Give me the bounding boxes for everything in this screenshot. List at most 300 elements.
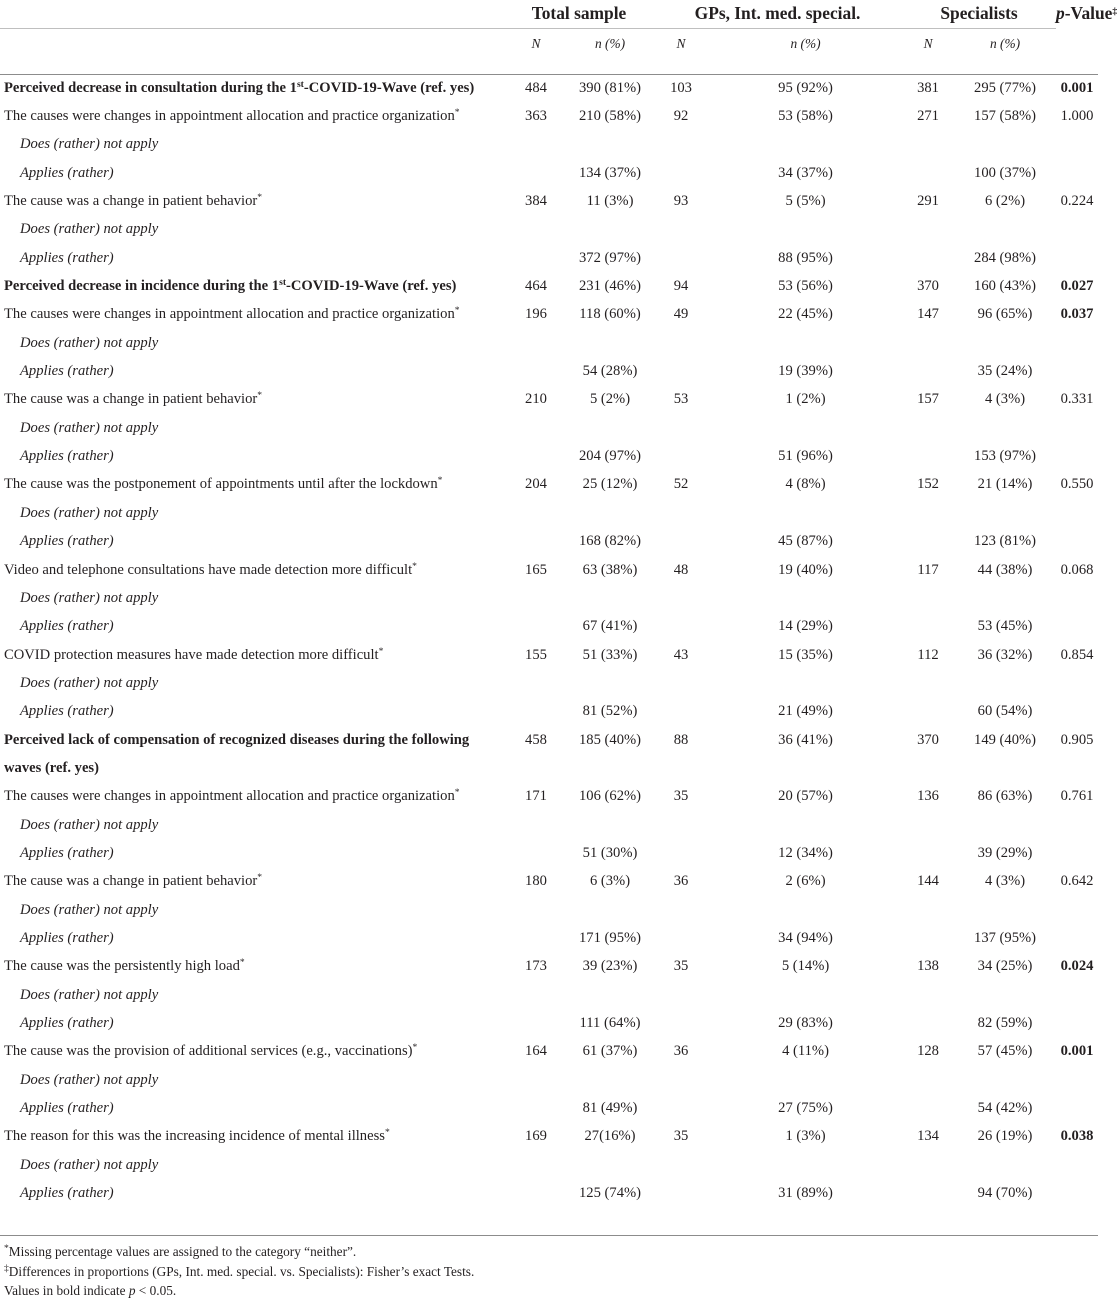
gps-applies: 14 (29%): [778, 618, 833, 635]
spec-N: 117: [917, 561, 939, 578]
row-label-end: -COVID-19-Wave (ref. yes): [303, 79, 475, 96]
row-label: [0, 953, 505, 981]
empty-cell: [505, 613, 567, 641]
gps-N: 35: [673, 1128, 689, 1145]
empty-cell: [653, 924, 709, 952]
empty-cell: [567, 669, 653, 697]
table-row: [0, 1123, 1098, 1151]
empty-cell: [954, 499, 1056, 527]
empty-cell: [653, 244, 709, 272]
empty-cell: [902, 584, 954, 612]
gps-n-pct: 5 (14%): [781, 958, 830, 975]
empty-cell: [902, 244, 954, 272]
spec-n-pct: 157 (58%): [974, 108, 1037, 125]
empty-cell: [709, 414, 902, 442]
empty-cell: [709, 131, 902, 159]
gps-applies: 34 (37%): [778, 164, 833, 181]
total-applies: 171 (95%): [579, 929, 642, 946]
spec-N: 157: [917, 391, 939, 408]
row-label-mark: *: [239, 957, 245, 969]
row-sublabel-not-apply: Does (rather) not apply: [20, 504, 159, 521]
empty-cell: [1056, 1179, 1098, 1207]
total-n-pct: 118 (60%): [579, 306, 641, 323]
gps-n-pct: 5 (5%): [785, 193, 826, 210]
total-n-pct: 106 (62%): [579, 788, 642, 805]
gps-N: 88: [673, 731, 689, 748]
empty-cell: [1056, 131, 1098, 159]
gps-n-pct: 19 (40%): [778, 561, 833, 578]
spec-n-pct: 36 (32%): [977, 646, 1033, 663]
gps-applies: 21 (49%): [778, 703, 833, 720]
table-header: [0, 0, 1117, 74]
row-sublabel-not-apply: Does (rather) not apply: [20, 221, 159, 238]
empty-cell: [567, 499, 653, 527]
empty-cell: [653, 811, 709, 839]
empty-cell: [709, 981, 902, 1009]
p-value: 0.038: [1060, 1128, 1094, 1145]
empty-cell: [567, 811, 653, 839]
sub-n-pct: n (%): [709, 28, 902, 74]
empty-cell: [567, 584, 653, 612]
empty-cell: [1056, 216, 1098, 244]
row-label-mark: *: [412, 1042, 418, 1054]
total-N: 165: [525, 561, 547, 578]
empty-cell: [1056, 811, 1098, 839]
empty-cell: [505, 981, 567, 1009]
empty-cell: [902, 924, 954, 952]
empty-cell: [1056, 924, 1098, 952]
gps-N: 53: [673, 391, 689, 408]
spec-applies: 123 (81%): [974, 533, 1037, 550]
empty-cell: [1056, 414, 1098, 442]
row-sublabel-not-apply: Does (rather) not apply: [20, 1156, 159, 1173]
table-row-not-apply: [0, 896, 1098, 924]
row-label: [0, 556, 505, 584]
spec-N: 381: [917, 79, 939, 96]
row-label-text: The cause was the provision of additional services (e.g., vaccinations): [4, 1043, 413, 1060]
spec-n-pct: 4 (3%): [984, 391, 1026, 408]
total-N: 196: [525, 306, 547, 323]
gps-n-pct: 36 (41%): [778, 731, 833, 748]
total-applies: 134 (37%): [579, 164, 642, 181]
spec-n-pct: 86 (63%): [977, 788, 1033, 805]
row-sublabel-not-apply: Does (rather) not apply: [20, 419, 159, 436]
total-N: 180: [525, 873, 547, 890]
spec-applies: 54 (42%): [977, 1100, 1033, 1117]
row-label-mark: *: [412, 560, 417, 572]
p-value-word: -Value: [1064, 3, 1113, 23]
note-fisher: [4, 1262, 474, 1282]
p-value: 0.001: [1060, 1043, 1094, 1060]
header-blank: [0, 0, 505, 28]
empty-cell: [505, 1151, 567, 1179]
header-group-row: [0, 0, 1098, 28]
total-applies: 204 (97%): [579, 448, 642, 465]
total-N: 363: [525, 108, 547, 125]
p-value: 0.550: [1060, 476, 1094, 493]
gps-N: 35: [673, 788, 689, 805]
row-label: [0, 1123, 505, 1151]
empty-cell: [902, 357, 954, 385]
empty-cell: [954, 811, 1056, 839]
empty-cell: [709, 329, 902, 357]
row-sublabel-not-apply: Does (rather) not apply: [20, 1071, 159, 1088]
p-value: 0.224: [1060, 193, 1094, 210]
p-value: 0.037: [1060, 306, 1094, 323]
table-row-not-apply: [0, 131, 1098, 159]
empty-cell: [954, 329, 1056, 357]
empty-cell: [954, 584, 1056, 612]
table-row-not-apply: [0, 669, 1098, 697]
spec-n-pct: 4 (3%): [984, 873, 1026, 890]
header-sub-blank: [0, 28, 505, 74]
empty-cell: [505, 698, 567, 726]
row-label-text: The reason for this was the increasing incidence of mental illness: [4, 1128, 385, 1145]
row-sublabel-applies: Applies (rather): [20, 164, 114, 181]
row-label: [0, 102, 505, 130]
empty-cell: [505, 528, 567, 556]
table-section-row: [0, 272, 1098, 300]
empty-cell: [1056, 613, 1098, 641]
empty-cell: [653, 1066, 709, 1094]
note-missing-text: Missing percentage values are assigned to the category “neither”.: [8, 1244, 357, 1259]
empty-cell: [653, 329, 709, 357]
table-row-applies: [0, 924, 1098, 952]
spec-N: 144: [917, 873, 939, 890]
sub-N: N: [653, 28, 709, 74]
spec-N: 128: [917, 1043, 939, 1060]
row-sublabel-applies: Applies (rather): [20, 533, 114, 550]
spec-N: 370: [917, 278, 939, 295]
row-label: [0, 386, 505, 414]
empty-cell: [505, 244, 567, 272]
gps-n-pct: 20 (57%): [778, 788, 833, 805]
gps-n-pct: 4 (8%): [785, 476, 826, 493]
table-row-not-apply: [0, 499, 1098, 527]
total-applies: 81 (49%): [582, 1100, 638, 1117]
empty-cell: [902, 896, 954, 924]
empty-cell: [1056, 896, 1098, 924]
empty-cell: [505, 1179, 567, 1207]
row-label-text: The causes were changes in appointment allocation and practice organization: [4, 788, 455, 805]
gps-n-pct: 1 (2%): [785, 391, 826, 408]
row-label-end: -COVID-19-Wave (ref. yes): [286, 278, 457, 295]
p-value: 0.905: [1060, 731, 1094, 748]
row-label-text: The causes were changes in appointment allocation and practice organization: [4, 306, 455, 323]
sub-p-blank: [1056, 28, 1098, 74]
row-sublabel-not-apply: Does (rather) not apply: [20, 901, 159, 918]
p-value: 0.642: [1060, 873, 1094, 890]
empty-cell: [505, 839, 567, 867]
table-row-applies: [0, 613, 1098, 641]
row-label-text: The cause was the persistently high load: [4, 958, 240, 975]
table-row-applies: [0, 442, 1098, 470]
total-applies: 372 (97%): [579, 249, 642, 266]
gps-applies: 27 (75%): [778, 1100, 833, 1117]
empty-cell: [653, 1009, 709, 1037]
gps-applies: 45 (87%): [778, 533, 833, 550]
row-sublabel-applies: Applies (rather): [20, 1100, 114, 1117]
spec-applies: 153 (97%): [974, 448, 1037, 465]
total-n-pct: 63 (38%): [582, 561, 638, 578]
total-n-pct: 390 (81%): [579, 79, 642, 96]
empty-cell: [1056, 1066, 1098, 1094]
table-row-not-apply: [0, 1066, 1098, 1094]
gps-applies: 34 (94%): [778, 929, 833, 946]
total-N: 169: [525, 1128, 547, 1145]
empty-cell: [653, 839, 709, 867]
table-row-applies: [0, 698, 1098, 726]
table-row-applies: [0, 839, 1098, 867]
p-value-mark: ‡: [1112, 6, 1117, 17]
empty-cell: [653, 1094, 709, 1122]
empty-cell: [567, 1151, 653, 1179]
table-row: [0, 1038, 1098, 1066]
empty-cell: [653, 442, 709, 470]
empty-cell: [954, 414, 1056, 442]
row-sublabel-applies: Applies (rather): [20, 703, 114, 720]
table-row-applies: [0, 244, 1098, 272]
table-row: [0, 953, 1098, 981]
empty-cell: [709, 811, 902, 839]
empty-cell: [653, 669, 709, 697]
gps-N: 35: [673, 958, 689, 975]
header-sub-row: [0, 28, 1098, 74]
empty-cell: [902, 499, 954, 527]
empty-cell: [954, 216, 1056, 244]
empty-cell: [505, 357, 567, 385]
p-value: 0.027: [1060, 278, 1094, 295]
table-row-applies: [0, 159, 1098, 187]
total-applies: 54 (28%): [582, 363, 638, 380]
gps-N: 36: [673, 873, 689, 890]
row-label-superscript: st: [279, 277, 287, 289]
row-label-text: Video and telephone consultations have made detection more difficult: [4, 561, 413, 578]
spec-N: 152: [917, 476, 939, 493]
gps-n-pct: 53 (56%): [778, 278, 833, 295]
empty-cell: [1056, 159, 1098, 187]
empty-cell: [902, 1094, 954, 1122]
empty-cell: [954, 981, 1056, 1009]
empty-cell: [954, 131, 1056, 159]
total-n-pct: 5 (2%): [589, 391, 631, 408]
table-row: [0, 641, 1098, 669]
empty-cell: [902, 442, 954, 470]
total-N: 164: [525, 1043, 547, 1060]
empty-cell: [1056, 244, 1098, 272]
spec-N: 134: [917, 1128, 939, 1145]
p-value: 0.068: [1060, 561, 1094, 578]
spec-N: 138: [917, 958, 939, 975]
empty-cell: [653, 159, 709, 187]
p-letter: p: [1056, 3, 1065, 23]
table-row-not-apply: [0, 216, 1098, 244]
row-label-mark: *: [378, 645, 384, 657]
empty-cell: [653, 414, 709, 442]
row-label: [0, 301, 505, 329]
table-row-applies: [0, 1179, 1098, 1207]
empty-cell: [505, 811, 567, 839]
total-n-pct: 51 (33%): [582, 646, 638, 663]
empty-cell: [954, 896, 1056, 924]
empty-cell: [902, 216, 954, 244]
spec-N: 271: [917, 108, 939, 125]
spec-n-pct: 295 (77%): [974, 79, 1037, 96]
note-bold-post: < 0.05.: [135, 1283, 177, 1298]
gps-n-pct: 95 (92%): [778, 79, 833, 96]
table-row-applies: [0, 1094, 1098, 1122]
header-gps: GPs, Int. med. special.: [694, 3, 861, 23]
row-sublabel-not-apply: Does (rather) not apply: [20, 674, 159, 691]
total-N: 458: [525, 731, 547, 748]
empty-cell: [709, 669, 902, 697]
table-notes: [4, 1242, 474, 1301]
row-sublabel-applies: Applies (rather): [20, 448, 114, 465]
row-label-mark: *: [454, 305, 460, 317]
note-bold-p: p: [128, 1283, 136, 1298]
spec-N: 370: [917, 731, 939, 748]
empty-cell: [653, 528, 709, 556]
table-row-not-apply: [0, 584, 1098, 612]
empty-cell: [1056, 357, 1098, 385]
empty-cell: [902, 1009, 954, 1037]
empty-cell: [902, 1066, 954, 1094]
empty-cell: [1056, 528, 1098, 556]
header-specialists: Specialists: [940, 3, 1018, 23]
empty-cell: [902, 698, 954, 726]
empty-cell: [1056, 442, 1098, 470]
row-label-text: Perceived lack of compensation of recognized diseases during the following waves (ref. yes): [4, 731, 470, 777]
table-row: [0, 187, 1098, 215]
table-row-not-apply: [0, 1151, 1098, 1179]
spec-applies: 53 (45%): [977, 618, 1033, 635]
empty-cell: [505, 159, 567, 187]
gps-n-pct: 4 (11%): [782, 1043, 829, 1060]
table-row-not-apply: [0, 981, 1098, 1009]
gps-n-pct: 1 (3%): [785, 1128, 826, 1145]
header-p-value: [1056, 0, 1117, 28]
total-n-pct: 210 (58%): [579, 108, 642, 125]
gps-n-pct: 53 (58%): [778, 108, 833, 125]
table-section-row: [0, 74, 1098, 102]
empty-cell: [902, 669, 954, 697]
empty-cell: [653, 131, 709, 159]
row-sublabel-not-apply: Does (rather) not apply: [20, 816, 159, 833]
empty-cell: [1056, 669, 1098, 697]
total-n-pct: 25 (12%): [582, 476, 638, 493]
gps-N: 36: [673, 1043, 689, 1060]
row-sublabel-applies: Applies (rather): [20, 1185, 114, 1202]
row-label: [0, 74, 505, 102]
spec-N: 136: [917, 788, 939, 805]
spec-n-pct: 34 (25%): [977, 958, 1033, 975]
gps-n-pct: 15 (35%): [778, 646, 833, 663]
gps-N: 43: [673, 646, 689, 663]
empty-cell: [1056, 839, 1098, 867]
total-applies: 111 (64%): [579, 1015, 641, 1032]
empty-cell: [567, 216, 653, 244]
empty-cell: [653, 216, 709, 244]
empty-cell: [505, 1094, 567, 1122]
gps-N: 103: [670, 79, 692, 96]
empty-cell: [505, 896, 567, 924]
empty-cell: [1056, 1094, 1098, 1122]
empty-cell: [709, 1151, 902, 1179]
empty-cell: [505, 1066, 567, 1094]
note-bold: [4, 1281, 474, 1301]
empty-cell: [505, 216, 567, 244]
empty-cell: [505, 669, 567, 697]
spec-applies: 60 (54%): [977, 703, 1033, 720]
gps-N: 93: [673, 193, 689, 210]
empty-cell: [653, 613, 709, 641]
note-fisher-text: Differences in proportions (GPs, Int. med. special. vs. Specialists): Fisher’s exact Tests.: [8, 1263, 475, 1279]
total-n-pct: 231 (46%): [579, 278, 642, 295]
note-bold-pre: Values in bold indicate: [4, 1283, 129, 1298]
empty-cell: [653, 1151, 709, 1179]
row-label-start: Perceived decrease in incidence during the 1: [4, 278, 280, 295]
note-mark-dagger: ‡: [4, 1262, 9, 1274]
spec-n-pct: 44 (38%): [977, 561, 1033, 578]
row-label-text: The cause was a change in patient behavior: [4, 391, 258, 408]
spec-n-pct: 21 (14%): [977, 476, 1033, 493]
total-n-pct: 39 (23%): [582, 958, 638, 975]
gps-n-pct: 2 (6%): [785, 873, 826, 890]
empty-cell: [954, 669, 1056, 697]
spec-applies: 137 (95%): [974, 929, 1037, 946]
gps-applies: 12 (34%): [778, 844, 833, 861]
table-row-not-apply: [0, 811, 1098, 839]
empty-cell: [653, 357, 709, 385]
gps-N: 92: [673, 108, 689, 125]
sub-N: N: [505, 28, 567, 74]
row-label-text: The cause was a change in patient behavior: [4, 873, 258, 890]
empty-cell: [505, 584, 567, 612]
total-N: 484: [525, 79, 547, 96]
spec-n-pct: 96 (65%): [977, 306, 1033, 323]
row-label-mark: *: [437, 475, 443, 487]
gps-applies: 88 (95%): [778, 249, 833, 266]
table-row: [0, 386, 1098, 414]
total-N: 384: [525, 193, 547, 210]
row-label-text: COVID protection measures have made detection more difficult: [4, 646, 379, 663]
gps-N: 48: [673, 561, 689, 578]
empty-cell: [902, 839, 954, 867]
empty-cell: [902, 1151, 954, 1179]
spec-n-pct: 57 (45%): [977, 1043, 1033, 1060]
total-N: 171: [525, 788, 547, 805]
empty-cell: [954, 1151, 1056, 1179]
row-sublabel-applies: Applies (rather): [20, 618, 114, 635]
empty-cell: [902, 1179, 954, 1207]
row-sublabel-applies: Applies (rather): [20, 929, 114, 946]
empty-cell: [505, 1009, 567, 1037]
row-label-text: The cause was the postponement of appointments until after the lockdown: [4, 476, 438, 493]
empty-cell: [709, 216, 902, 244]
p-value: 0.024: [1060, 958, 1094, 975]
empty-cell: [653, 499, 709, 527]
spec-n-pct: 160 (43%): [974, 278, 1037, 295]
empty-cell: [653, 698, 709, 726]
empty-cell: [902, 159, 954, 187]
empty-cell: [505, 442, 567, 470]
empty-cell: [1056, 499, 1098, 527]
table-section-row: [0, 726, 1098, 783]
empty-cell: [505, 414, 567, 442]
empty-cell: [1056, 584, 1098, 612]
empty-cell: [1056, 329, 1098, 357]
row-label-mark: *: [454, 787, 460, 799]
